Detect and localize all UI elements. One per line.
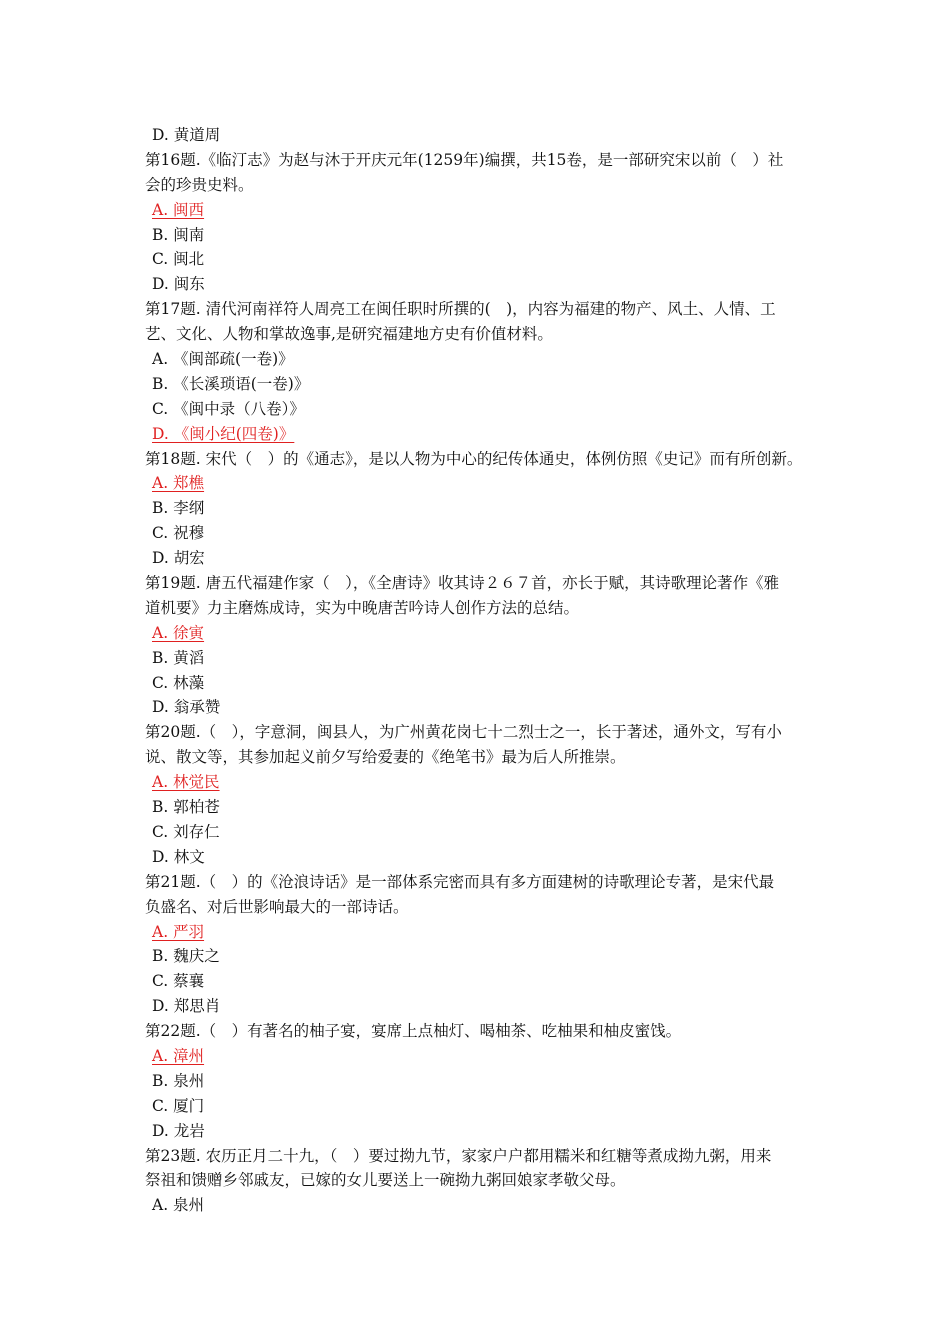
questions-container	[145, 148, 809, 1218]
option-text: D. 黄道周	[152, 126, 221, 144]
option-a-correct-answer	[145, 621, 809, 646]
option-text: A. 郑樵	[152, 474, 205, 493]
option-c	[145, 969, 809, 994]
option-text: A. 林觉民	[152, 773, 220, 792]
option-a	[145, 347, 809, 372]
question-text-line: 艺、文化、人物和掌故逸事,是研究福建地方史有价值材料。	[145, 325, 553, 344]
option-text: D. 胡宏	[152, 549, 205, 568]
option-b	[145, 795, 809, 820]
option-text: D. 郑思肖	[152, 997, 221, 1016]
option-d-previous-question	[145, 123, 809, 148]
question-block	[145, 1019, 809, 1143]
option-b	[145, 223, 809, 248]
option-d	[145, 695, 809, 720]
option-text: C. 《闽中录（八卷）》	[152, 399, 305, 418]
option-a-correct-answer	[145, 920, 809, 945]
option-text: C. 刘存仁	[152, 822, 220, 841]
option-d	[145, 272, 809, 297]
option-text: D. 林文	[152, 847, 205, 866]
question-text-line: 祭祖和馈赠乡邻戚友，已嫁的女儿要送上一碗拗九粥回娘家孝敬父母。	[145, 1171, 626, 1190]
option-a-correct-answer	[145, 471, 809, 496]
question-block	[145, 720, 809, 869]
question-text-line: 会的珍贵史料。	[145, 175, 254, 194]
option-text: A. 泉州	[152, 1196, 205, 1215]
option-c	[145, 1094, 809, 1119]
option-d	[145, 845, 809, 870]
question-text-line: 第16题.《临汀志》为赵与沐于开庆元年(1259年)编撰，共15卷，是一部研究宋以前（ ）社	[145, 150, 784, 169]
option-d	[145, 1119, 809, 1144]
question-list	[145, 123, 809, 1218]
option-text: D. 翁承赞	[152, 698, 221, 717]
option-text: B. 李纲	[152, 499, 205, 518]
option-text: B. 《长溪琐语(一卷)》	[152, 374, 310, 393]
question-text-line: 道机要》力主磨炼成诗，实为中晚唐苦吟诗人创作方法的总结。	[145, 598, 580, 617]
option-c	[145, 397, 809, 422]
option-text: B. 泉州	[152, 1071, 205, 1090]
option-text: C. 蔡襄	[152, 972, 205, 991]
option-text: B. 魏庆之	[152, 947, 220, 966]
question-text-line: 第19题. 唐五代福建作家（ ），《全唐诗》收其诗２６７首，亦长于赋，其诗歌理论著作《雅	[145, 574, 780, 593]
question-block	[145, 297, 809, 446]
option-text: C. 闽北	[152, 250, 205, 269]
question-block	[145, 1144, 809, 1219]
option-text: A. 闽西	[152, 200, 205, 219]
option-text: A. 漳州	[152, 1046, 205, 1065]
option-text: A. 徐寅	[152, 623, 205, 642]
option-b	[145, 372, 809, 397]
option-text: C. 林藻	[152, 673, 205, 692]
option-a-correct-answer	[145, 770, 809, 795]
option-b	[145, 1069, 809, 1094]
option-text: B. 黄滔	[152, 648, 205, 667]
question-block	[145, 447, 809, 571]
option-a	[145, 1193, 809, 1218]
option-c	[145, 247, 809, 272]
question-text-line: 说、散文等，其参加起义前夕写给爱妻的《绝笔书》最为后人所推崇。	[145, 748, 626, 767]
option-text: D. 龙岩	[152, 1121, 205, 1140]
question-text-line: 第22题.（ ）有著名的柚子宴，宴席上点柚灯、喝柚茶、吃柚果和柚皮蜜饯。	[145, 1022, 682, 1041]
option-c	[145, 820, 809, 845]
option-a-correct-answer	[145, 1044, 809, 1069]
option-text: D. 闽东	[152, 275, 205, 294]
option-text: D. 《闽小纪(四卷)》	[152, 424, 295, 443]
question-block	[145, 148, 809, 297]
option-text: B. 郭柏苍	[152, 798, 220, 817]
question-text-line: 第20题.（ ），字意洞，闽县人，为广州黄花岗七十二烈士之一，长于著述，通外文，写有小	[145, 723, 782, 742]
option-text: C. 厦门	[152, 1096, 205, 1115]
option-b	[145, 944, 809, 969]
question-block	[145, 571, 809, 720]
question-text-line: 第17题. 清代河南祥符人周亮工在闽任职时所撰的( )，内容为福建的物产、风土、人情、工	[145, 300, 776, 319]
option-text: A. 严羽	[152, 922, 205, 941]
question-text-line: 第21题.（ ）的《沧浪诗话》是一部体系完密而具有多方面建树的诗歌理论专著，是宋代最	[145, 872, 775, 891]
option-text: C. 祝穆	[152, 524, 205, 543]
option-a-correct-answer	[145, 198, 809, 223]
option-b	[145, 646, 809, 671]
question-text-line: 第23题. 农历正月二十九，（ ）要过拗九节，家家户户都用糯米和红糖等煮成拗九粥，用来	[145, 1146, 772, 1165]
option-d	[145, 994, 809, 1019]
option-text: A. 《闽部疏(一卷)》	[152, 350, 294, 369]
question-text-line: 第18题. 宋代（ ）的《通志》，是以人物为中心的纪传体通史，体例仿照《史记》而有所创新。	[145, 449, 803, 468]
option-text: B. 闽南	[152, 225, 205, 244]
option-d	[145, 546, 809, 571]
option-b	[145, 496, 809, 521]
question-text-line: 负盛名、对后世影响最大的一部诗话。	[145, 897, 409, 916]
option-c	[145, 521, 809, 546]
option-d-correct-answer	[145, 422, 809, 447]
question-block	[145, 870, 809, 1019]
option-c	[145, 671, 809, 696]
